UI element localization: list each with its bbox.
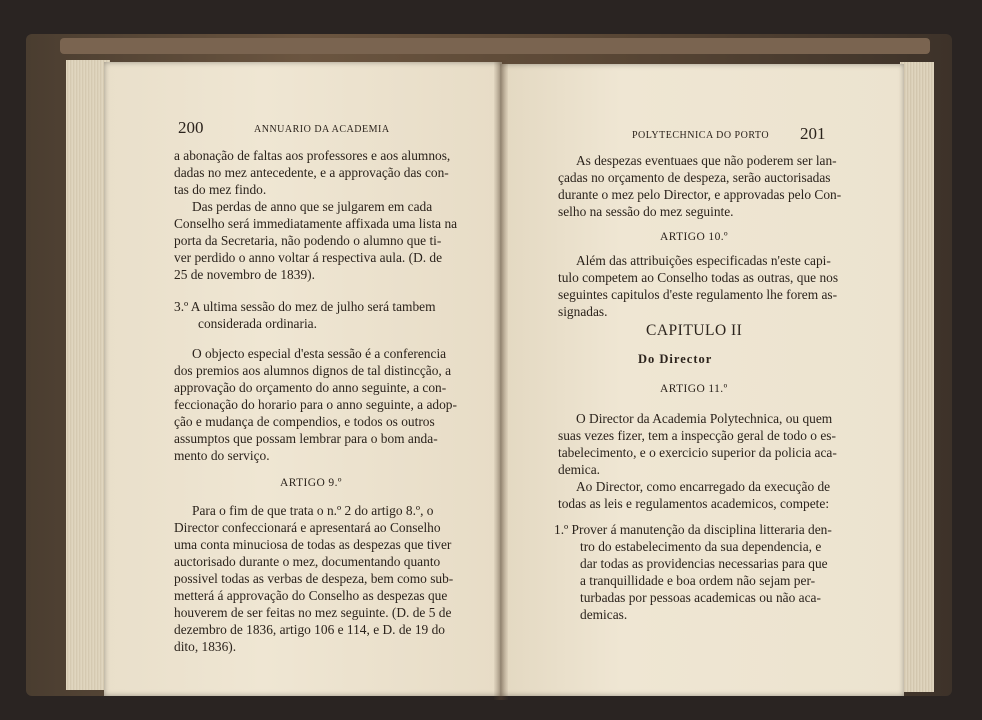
text-line: dezembro de 1836, artigo 106 e 114, e D. de 19 do: [174, 622, 445, 637]
text-line: 3.º A ultima sessão do mez de julho será tambem: [174, 299, 436, 314]
running-head: POLYTECHNICA DO PORTO: [632, 130, 770, 141]
right-page: [500, 64, 904, 696]
text-line: metterá á approvação do Conselho as despezas que: [174, 588, 448, 603]
text-line: tulo competem ao Conselho todas as outras, que nos: [558, 270, 839, 285]
text-line: demicas.: [580, 607, 628, 622]
text-line: tabelecimento, e o exercicio superior da policia aca-: [558, 445, 837, 460]
text-line: houverem de ser feitas no mez seguinte. (D. de 5 de: [174, 605, 452, 620]
text-line: dito, 1836).: [174, 639, 237, 654]
text-line: dadas no mez antecedente, e a approvação das con-: [174, 165, 449, 180]
text-line: demica.: [558, 462, 601, 477]
text-line: çadas no orçamento de despeza, serão auctorisadas: [558, 170, 831, 185]
text-line: selho na sessão do mez seguinte.: [558, 204, 734, 219]
article-heading: ARTIGO 9.º: [280, 477, 342, 489]
page-number: 200: [178, 118, 204, 137]
text-line: Além das attribuições especificadas n'este capi-: [576, 253, 831, 268]
text-line: O objecto especial d'esta sessão é a conferencia: [192, 346, 447, 361]
right-page-edges: [900, 62, 934, 692]
text-line: dar todas as providencias necessarias para que: [580, 556, 828, 571]
text-line: ção e mudança de compendios, e todos os outros: [174, 414, 435, 429]
article-heading: ARTIGO 11.º: [660, 383, 728, 395]
text-line: Ao Director, como encarregado da execução de: [576, 479, 831, 494]
section-heading: Do Director: [638, 352, 713, 366]
text-line: considerada ordinaria.: [198, 316, 317, 331]
text-line: assumptos que possam lembrar para o bom anda-: [174, 431, 438, 446]
book-gutter: [494, 60, 508, 700]
text-line: turbadas por pessoas academicas ou não aca-: [580, 590, 821, 605]
text-line: approvação do orçamento do anno seguinte, a con-: [174, 380, 447, 395]
article-heading: ARTIGO 10.º: [660, 231, 728, 243]
text-line: O Director da Academia Polytechnica, ou quem: [576, 411, 833, 426]
text-line: feccionação do horario para o anno seguinte, a adop-: [174, 397, 457, 412]
text-line: tas do mez findo.: [174, 182, 267, 197]
text-line: suas vezes fizer, tem a inspecção geral de todo o es-: [558, 428, 836, 443]
left-page: [104, 62, 502, 696]
text-line: a tranquillidade e boa ordem não sejam per-: [580, 573, 816, 588]
text-line: durante o mez pelo Director, e approvadas pelo Con-: [558, 187, 842, 202]
text-line: seguintes capitulos d'este regulamento lhe forem as-: [558, 287, 838, 302]
text-line: mento do serviço.: [174, 448, 270, 463]
text-line: uma conta minuciosa de todas as despezas que tiver: [174, 537, 452, 552]
text-line: possivel todas as verbas de despeza, bem como sub-: [174, 571, 454, 586]
book-spine: [60, 38, 930, 54]
text-line: Das perdas de anno que se julgarem em cada: [192, 199, 433, 214]
running-head: ANNUARIO DA ACADEMIA: [254, 124, 390, 135]
text-line: 25 de novembro de 1839).: [174, 267, 315, 282]
text-line: tro do estabelecimento da sua dependencia, e: [580, 539, 822, 554]
text-line: As despezas eventuaes que não poderem ser lan-: [576, 153, 837, 168]
page-number: 201: [800, 124, 826, 143]
text-line: a abonação de faltas aos professores e aos alumnos,: [174, 148, 451, 163]
text-line: Conselho será immediatamente affixada uma lista na: [174, 216, 458, 231]
text-line: auctorisado durante o mez, documentando quanto: [174, 554, 441, 569]
text-line: 1.º Prover á manutenção da disciplina litteraria den-: [554, 522, 832, 537]
text-line: ver perdido o anno voltar á respectiva aula. (D. de: [174, 250, 443, 265]
chapter-heading: CAPITULO II: [646, 322, 743, 339]
text-line: dos premios aos alumnos dignos de tal distincção, a: [174, 363, 452, 378]
text-line: todas as leis e regulamentos academicos, compete:: [558, 496, 830, 511]
text-line: Para o fim de que trata o n.º 2 do artigo 8.º, o: [192, 503, 434, 518]
text-line: Director confeccionará e apresentará ao Conselho: [174, 520, 441, 535]
text-line: porta da Secretaria, não podendo o alumno que ti-: [174, 233, 442, 248]
text-line: signadas.: [558, 304, 608, 319]
